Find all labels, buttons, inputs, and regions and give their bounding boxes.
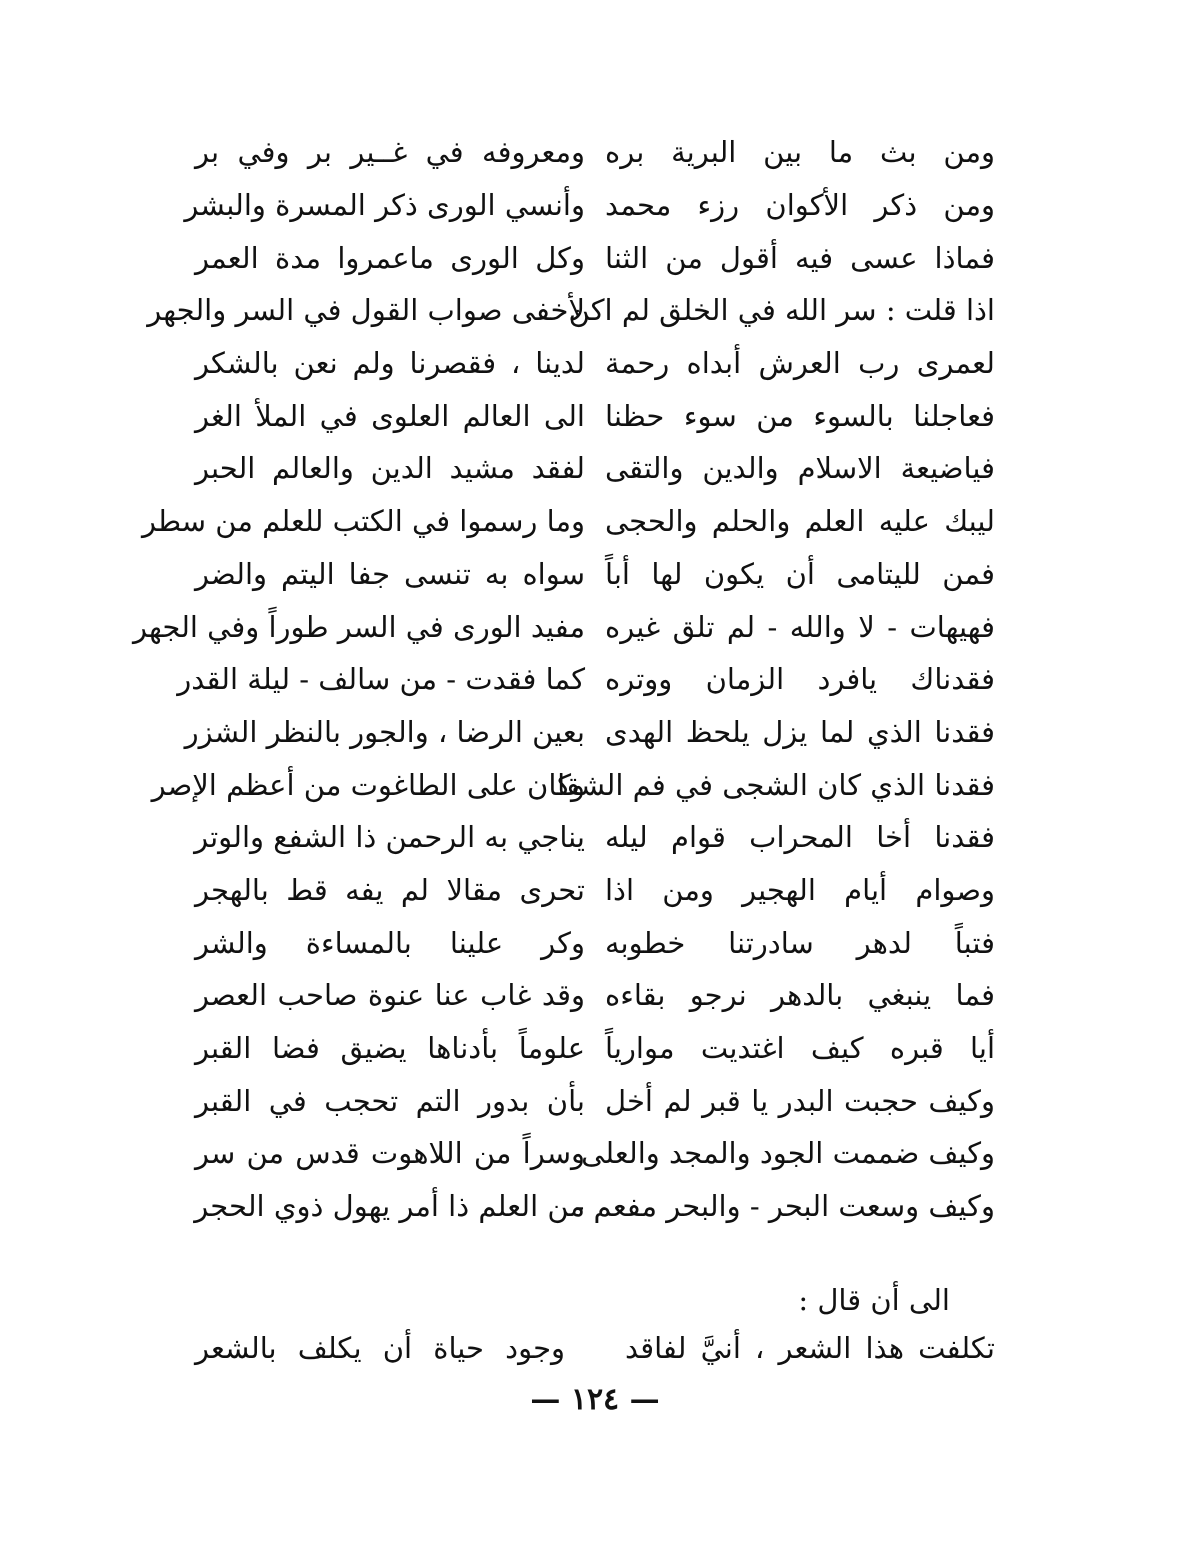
poem-couplet [151,758,995,811]
poem-couplet [195,126,995,179]
first-hemistich: فقدنا الذي كان الشجى في فم الشقا [557,767,995,802]
second-hemistich: لدينا ، فقصرنا ولم نعن بالشكر [195,346,585,381]
poem-couplet [142,495,995,548]
poem-couplet [132,600,995,653]
second-hemistich: يناجي به الرحمن ذا الشفع والوتر [194,820,585,855]
second-hemistich: ومعروفه في غــير بر وفي بر [195,135,585,170]
poem-interjection: الى أن قال : [798,1283,950,1317]
poem-couplet [195,916,995,969]
second-hemistich: لأخفى صواب القول في السر والجهر [147,293,585,328]
first-hemistich: وكيف حجبت البدر يا قبر لم أخل [605,1083,995,1118]
second-hemistich: وكر علينا بالمساءة والشر [195,925,585,960]
first-hemistich: فقدنا الذي لما يزل يلحظ الهدى [605,714,995,749]
first-hemistich: فهيهات - لا والله - لم تلق غيره [605,609,995,644]
poem-couplet [195,337,995,390]
second-hemistich: تحرى مقالا لم يفه قط بالهجر [195,872,585,907]
second-hemistich: مفيد الورى في السر طوراً وفي الجهر [132,609,585,644]
first-hemistich: وصوام أيام الهجير ومن اذا [605,872,995,907]
first-hemistich: فتباً لدهر سادرتنا خطوبه [605,925,995,960]
poem-couplet [195,864,995,917]
second-hemistich: بأن بدور التم تحجب في القبر [195,1083,585,1118]
poem-couplet [177,653,995,706]
poem-couplet [195,1127,995,1180]
poem-couplet [184,706,995,759]
first-hemistich: فياضيعة الاسلام والدين والتقى [605,451,995,486]
first-hemistich: ومن بث ما بين البرية بره [605,135,995,170]
second-hemistich: وكل الورى ماعمروا مدة العمر [195,240,585,275]
second-hemistich: وكان على الطاغوت من أعظم الإصر [151,767,585,802]
poem-couplet [147,284,995,337]
poem-couplet [195,231,995,284]
second-hemistich: وأنسي الورى ذكر المسرة والبشر [184,188,585,223]
first-hemistich: فعاجلنا بالسوء من سوء حظنا [605,398,995,433]
second-hemistich: من العلم ذا أمر يهول ذوي الحجر [194,1189,585,1224]
poem-body [132,126,995,1232]
second-hemistich: الى العالم العلوى في الملأ الغر [195,398,585,433]
final-couplet [195,1322,995,1374]
first-hemistich: أيا قبره كيف اغتديت موارياً [605,1031,995,1066]
second-hemistich: وقد غاب عنا عنوة صاحب العصر [195,978,585,1013]
poem-couplet [195,969,995,1022]
poem-couplet [195,548,995,601]
poem-couplet [195,1074,995,1127]
second-hemistich: سواه به تنسى جفا اليتم والضر [195,556,585,591]
first-hemistich: ومن ذكر الأكوان رزء محمد [605,188,995,223]
second-hemistich: وسراً من اللاهوت قدس من سر [195,1136,585,1171]
poem-couplet [184,179,995,232]
first-hemistich: وكيف ضممت الجود والمجد والعلى [581,1136,995,1171]
second-hemistich: بعين الرضا ، والجور بالنظر الشزر [184,714,585,749]
first-hemistich: لعمرى رب العرش أبداه رحمة [605,346,995,381]
final-first-hemistich: تكلفت هذا الشعر ، أنيَّ لفاقد [625,1331,995,1365]
second-hemistich: لفقد مشيد الدين والعالم الحبر [195,451,585,486]
poem-couplet [195,811,995,864]
second-hemistich: وما رسموا في الكتب للعلم من سطر [142,504,585,539]
first-hemistich: اذا قلت : سر الله في الخلق لم اكن [568,293,995,328]
first-hemistich: وكيف وسعت البحر - والبحر مفعم - [574,1189,995,1224]
first-hemistich: فمن لليتامى أن يكون لها أباً [605,556,995,591]
second-hemistich: علوماً بأدناها يضيق فضا القبر [195,1031,585,1066]
poem-couplet [195,442,995,495]
second-hemistich: كما فقدت - من سالف - ليلة القدر [177,662,585,697]
first-hemistich: ليبك عليه العلم والحلم والحجى [605,504,995,539]
first-hemistich: فقدنا أخا المحراب قوام ليله [605,820,995,855]
final-second-hemistich: وجود حياة أن يكلف بالشعر [195,1331,565,1365]
poem-couplet [195,1022,995,1075]
poem-couplet [195,1180,995,1233]
page-number: — ١٢٤ — [530,1382,660,1417]
first-hemistich: فما ينبغي بالدهر نرجو بقاءه [605,978,995,1013]
poem-couplet [195,389,995,442]
first-hemistich: فقدناك يافرد الزمان ووتره [605,662,995,697]
first-hemistich: فماذا عسى فيه أقول من الثنا [605,240,995,275]
